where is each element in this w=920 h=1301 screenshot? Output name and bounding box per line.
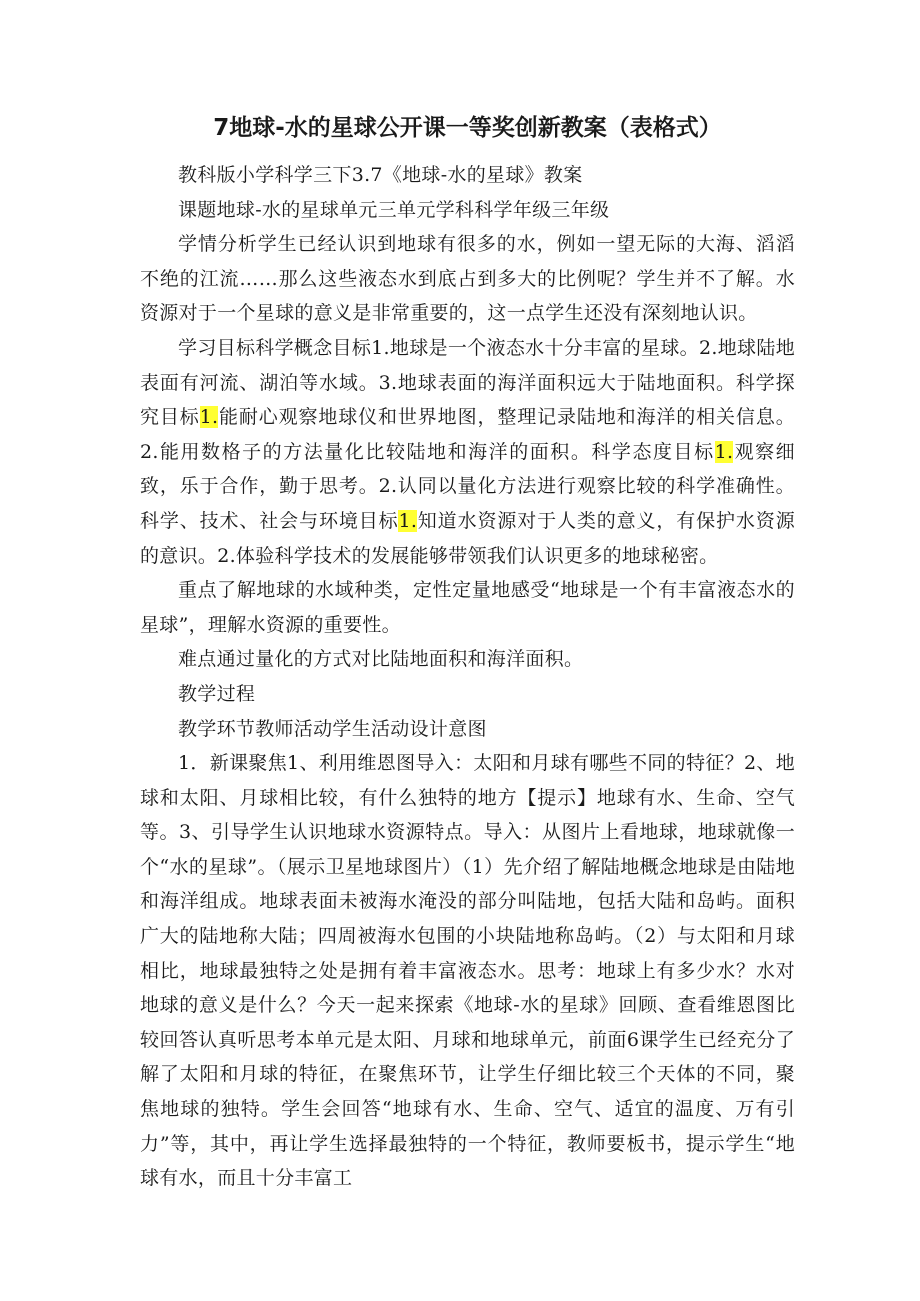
- document-page: [140, 108, 795, 1196]
- table-header-line: 教学环节教师活动学生活动设计意图: [178, 717, 487, 740]
- highlight-marker-1: 1.: [199, 406, 219, 429]
- key-point-paragraph: 重点了解地球的水域种类，定性定量地感受“地球是一个有丰富液态水的星球”，理解水资源的重要性。: [140, 579, 795, 636]
- objectives-text-2: 能耐心观察地球仪和世界地图，整理记录陆地和海洋的相关信息。2.能用数格子的方法量化比较陆地和海洋的面积。科学态度目标: [140, 406, 795, 463]
- highlight-marker-3: 1.: [398, 509, 418, 532]
- course-info-line: 课题地球-水的星球单元三单元学科科学年级三年级: [178, 198, 610, 221]
- learning-objectives-paragraph: [140, 331, 795, 573]
- objectives-text-3: 观察细致，乐于合作，勤于思考。2.认同以量化方法进行观察比较的科学准确性。科学、技术、社会与环境目标: [140, 440, 795, 532]
- objectives-text-1: 学习目标科学概念目标1.地球是一个液态水十分丰富的星球。2.地球陆地表面有河流、湖泊等水域。3.地球表面的海洋面积远大于陆地面积。科学探究目标: [140, 336, 795, 429]
- process-body-paragraph: 1．新课聚焦1、利用维恩图导入：太阳和月球有哪些不同的特征？2、地球和太阳、月球相比较，有什么独特的地方【提示】地球有水、生命、空气等。3、引导学生认识地球水资源特点。导入：从图片上看地球，地球就像一个“水的星球”。（展示卫星地球图片）（1）先介绍了解陆地概念地球是由陆地和海洋组成。地球表面未被海水淹没的部分叫陆地，包括大陆和岛屿。面积广大的陆地称大陆；四周被海水包围的小块陆地称岛屿。（2）与太阳和月球相比，地球最独特之处是拥有着丰富液态水。思考：地球上有多少水？水对地球的意义是什么？今天一起来探索《地球-水的星球》回顾、查看维恩图比较回答认真听思考本单元是太阳、月球和地球单元，前面6课学生已经充分了解了太阳和月球的特征，在聚焦环节，让学生仔细比较三个天体的不同，聚焦地球的独特。学生会回答“地球有水、生命、空气、适宜的温度、万有引力”等，其中，再让学生选择最独特的一个特征，教师要板书，提示学生“地球有水，而且十分丰富工: [140, 752, 795, 1190]
- document-title: 7地球-水的星球公开课一等奖创新教案（表格式）: [213, 115, 722, 141]
- process-heading: 教学过程: [178, 682, 256, 705]
- learning-analysis-paragraph: 学情分析学生已经认识到地球有很多的水，例如一望无际的大海、滔滔不绝的江流……那么这些液态水到底占到多大的比例呢？学生并不了解。水资源对于一个星球的意义是非常重要的，这一点学生还没有深刻地认识。: [140, 233, 795, 325]
- subtitle-line: 教科版小学科学三下3.7《地球-水的星球》教案: [178, 164, 583, 186]
- highlight-marker-2: 1.: [714, 440, 734, 463]
- difficulty-paragraph: 难点通过量化的方式对比陆地面积和海洋面积。: [178, 648, 584, 671]
- objectives-text-4: 知道水资源对于人类的意义，有保护水资源的意识。2.体验科学技术的发展能够带领我们认识更多的地球秘密。: [140, 509, 795, 567]
